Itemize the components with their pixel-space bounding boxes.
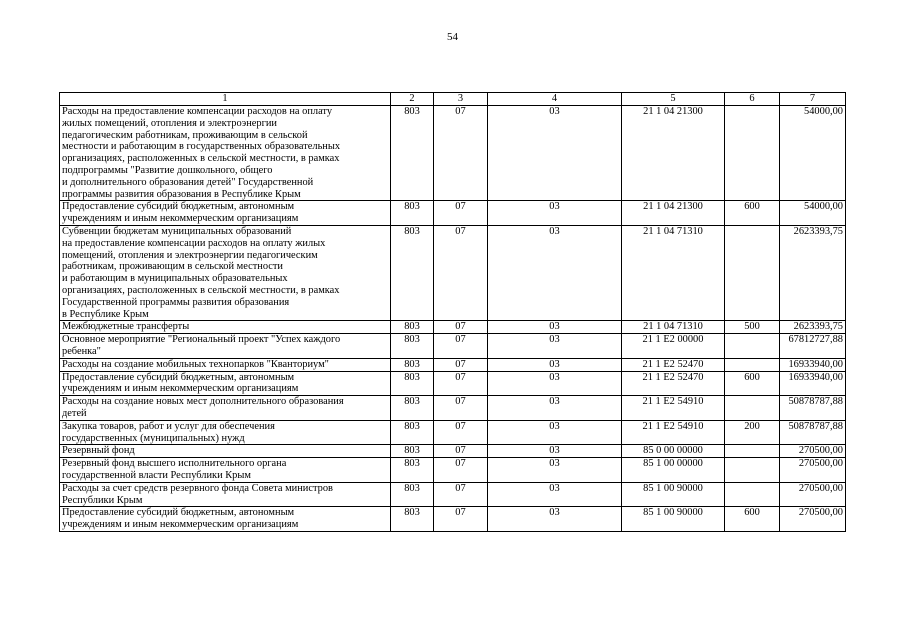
row-name: Резервный фонд высшего исполнительного органа государственной власти Республики Крым	[60, 458, 391, 483]
section-code: 07	[434, 334, 488, 359]
target-article: 21 1 E2 00000	[622, 334, 725, 359]
ministry-code: 803	[391, 321, 434, 334]
expense-type	[725, 458, 780, 483]
expense-type	[725, 225, 780, 320]
row-name: Предоставление субсидий бюджетным, автономным учреждениям и иным некоммерческим организациям	[60, 201, 391, 226]
expense-type	[725, 396, 780, 421]
amount: 67812727,88	[780, 334, 846, 359]
header-cell: 4	[488, 93, 622, 106]
section-code: 07	[434, 482, 488, 507]
row-name: Расходы на создание мобильных технопарков "Кванториум"	[60, 358, 391, 371]
subsection-code: 03	[488, 396, 622, 421]
section-code: 07	[434, 507, 488, 532]
expense-type	[725, 106, 780, 201]
row-name: Межбюджетные трансферты	[60, 321, 391, 334]
target-article: 21 1 E2 52470	[622, 358, 725, 371]
row-name: Предоставление субсидий бюджетным, автономным учреждениям и иным некоммерческим организациям	[60, 507, 391, 532]
target-article: 21 1 04 71310	[622, 321, 725, 334]
row-name: Резервный фонд	[60, 445, 391, 458]
ministry-code: 803	[391, 507, 434, 532]
table-row	[60, 334, 846, 359]
section-code: 07	[434, 420, 488, 445]
header-cell: 7	[780, 93, 846, 106]
row-name: Предоставление субсидий бюджетным, автономным учреждениям и иным некоммерческим организациям	[60, 371, 391, 396]
table-row	[60, 396, 846, 421]
target-article: 21 1 04 21300	[622, 106, 725, 201]
ministry-code: 803	[391, 371, 434, 396]
header-cell: 6	[725, 93, 780, 106]
subsection-code: 03	[488, 420, 622, 445]
amount: 270500,00	[780, 445, 846, 458]
subsection-code: 03	[488, 334, 622, 359]
ministry-code: 803	[391, 201, 434, 226]
expense-type	[725, 445, 780, 458]
amount: 50878787,88	[780, 396, 846, 421]
target-article: 85 1 00 90000	[622, 482, 725, 507]
expense-type: 600	[725, 507, 780, 532]
expense-type: 600	[725, 371, 780, 396]
target-article: 85 1 00 90000	[622, 507, 725, 532]
row-name: Расходы на создание новых мест дополнительного образования детей	[60, 396, 391, 421]
subsection-code: 03	[488, 358, 622, 371]
expense-type: 200	[725, 420, 780, 445]
target-article: 21 1 E2 52470	[622, 371, 725, 396]
row-name: Закупка товаров, работ и услуг для обеспечения государственных (муниципальных) нужд	[60, 420, 391, 445]
expense-type	[725, 482, 780, 507]
section-code: 07	[434, 458, 488, 483]
ministry-code: 803	[391, 396, 434, 421]
ministry-code: 803	[391, 334, 434, 359]
subsection-code: 03	[488, 445, 622, 458]
section-code: 07	[434, 358, 488, 371]
table-row	[60, 358, 846, 371]
subsection-code: 03	[488, 371, 622, 396]
amount: 270500,00	[780, 482, 846, 507]
ministry-code: 803	[391, 358, 434, 371]
section-code: 07	[434, 321, 488, 334]
subsection-code: 03	[488, 225, 622, 320]
section-code: 07	[434, 371, 488, 396]
amount: 270500,00	[780, 507, 846, 532]
table-row	[60, 321, 846, 334]
subsection-code: 03	[488, 321, 622, 334]
table-row	[60, 482, 846, 507]
section-code: 07	[434, 201, 488, 226]
row-name: Субвенции бюджетам муниципальных образований на предоставление компенсации расходов на оплату жилых помещений, отопления и электроэнергии педагогическим работникам, проживающим в сельской местности и работающим в муниципальных образовательных организациях, расположенных в сельской местности, в рамках Государственной программы развития образования в Республике Крым	[60, 225, 391, 320]
target-article: 21 1 E2 54910	[622, 420, 725, 445]
target-article: 85 0 00 00000	[622, 445, 725, 458]
header-cell: 2	[391, 93, 434, 106]
ministry-code: 803	[391, 458, 434, 483]
expense-type	[725, 358, 780, 371]
section-code: 07	[434, 225, 488, 320]
header-cell: 3	[434, 93, 488, 106]
ministry-code: 803	[391, 482, 434, 507]
section-code: 07	[434, 106, 488, 201]
subsection-code: 03	[488, 106, 622, 201]
expense-type: 500	[725, 321, 780, 334]
subsection-code: 03	[488, 201, 622, 226]
amount: 2623393,75	[780, 225, 846, 320]
row-name: Расходы на предоставление компенсации расходов на оплату жилых помещений, отопления и электроэнергии педагогическим работникам, проживающим в сельской местности и работающим в государственных образовательных организациях, расположенных в сельской местности, в рамках подпрограммы "Развитие дошкольного, общего и дополнительного образования детей" Государственной программы развития образования в Республике Крым	[60, 106, 391, 201]
section-code: 07	[434, 396, 488, 421]
table-row	[60, 225, 846, 320]
ministry-code: 803	[391, 445, 434, 458]
target-article: 21 1 04 21300	[622, 201, 725, 226]
table-row	[60, 371, 846, 396]
expense-type	[725, 334, 780, 359]
amount: 2623393,75	[780, 321, 846, 334]
page-number: 54	[447, 31, 458, 43]
table-row	[60, 507, 846, 532]
subsection-code: 03	[488, 482, 622, 507]
ministry-code: 803	[391, 420, 434, 445]
table-row	[60, 420, 846, 445]
section-code: 07	[434, 445, 488, 458]
amount: 16933940,00	[780, 371, 846, 396]
budget-table	[59, 92, 846, 532]
table-row	[60, 106, 846, 201]
target-article: 21 1 E2 54910	[622, 396, 725, 421]
amount: 270500,00	[780, 458, 846, 483]
header-cell: 5	[622, 93, 725, 106]
table-header-row	[60, 93, 846, 106]
header-cell: 1	[60, 93, 391, 106]
ministry-code: 803	[391, 225, 434, 320]
amount: 54000,00	[780, 201, 846, 226]
expense-type: 600	[725, 201, 780, 226]
subsection-code: 03	[488, 458, 622, 483]
subsection-code: 03	[488, 507, 622, 532]
row-name: Расходы за счет средств резервного фонда Совета министров Республики Крым	[60, 482, 391, 507]
target-article: 85 1 00 00000	[622, 458, 725, 483]
ministry-code: 803	[391, 106, 434, 201]
target-article: 21 1 04 71310	[622, 225, 725, 320]
amount: 50878787,88	[780, 420, 846, 445]
table-row	[60, 201, 846, 226]
table-row	[60, 445, 846, 458]
amount: 16933940,00	[780, 358, 846, 371]
row-name: Основное мероприятие "Региональный проект "Успех каждого ребенка"	[60, 334, 391, 359]
amount: 54000,00	[780, 106, 846, 201]
table-row	[60, 458, 846, 483]
